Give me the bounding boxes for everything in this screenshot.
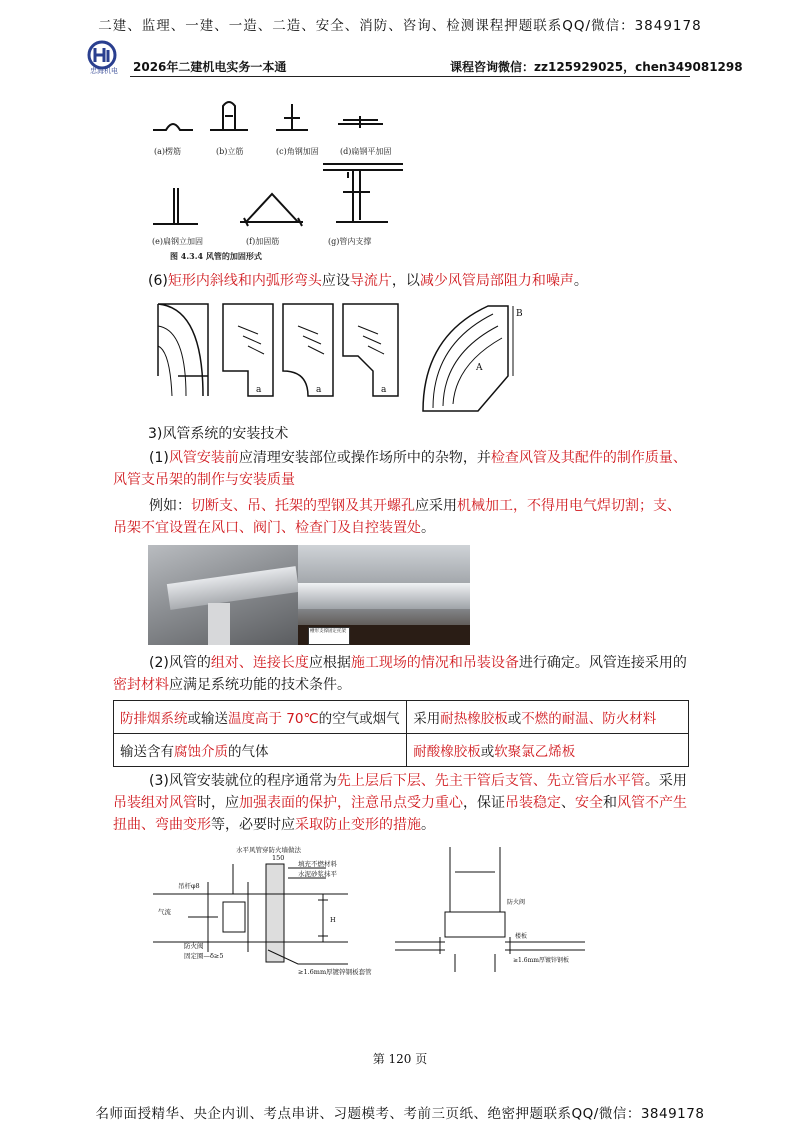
fig-label-g: (g)管内支撑 [328,237,372,246]
drawing1-plate: ≥1.6mm厚镀锌钢板套管 [298,968,372,976]
para-pre-install: (1)风管安装前应清理安装部位或操作场所中的杂物，并检查风管及其配件的制作质量、风管支吊架的制作与安装质量 [113,450,687,488]
elbow-dim-B: B [516,309,523,319]
table-row [114,701,689,734]
bottom-banner: 名师面授精华、央企内训、考点串讲、习题模考、考前三页纸、绝密押题联系QQ/微信：3849178 [95,1106,705,1122]
header-divider [130,76,690,77]
para-assembly: (2)风管的组对、连接长度应根据施工现场的情况和吊装设备进行确定。风管连接采用的密封材料应满足系统功能的技术条件。 [113,655,687,693]
table-cell: 耐酸橡胶板或软聚氯乙烯板 [407,734,689,767]
top-banner: 二建、监理、一建、一造、二造、安全、消防、咨询、检测课程押题联系QQ/微信：3849178 [98,18,702,34]
fig-caption: 图 4.3.4 风管的加固形式 [170,251,262,261]
elbow-dim-a1: a [256,385,262,395]
para-example: 例如：切断支、吊、托架的型钢及其开螺孔应采用机械加工，不得用电气焊切割；支、吊架不宜设置在风口、阀门、检查门及自控装置处。 [113,498,681,536]
drawing1-rod: 吊杆φ8 [178,882,200,890]
fig-label-d: (d)扁钢平加固 [340,147,392,156]
duct-photo-2 [298,545,470,645]
floor-duct-drawing [395,842,585,982]
photo-label: 槽形支撑固定托架 [308,627,350,645]
drawing1-fill: 填充不燃材料 [298,860,337,868]
elbow-dim-A: A [476,363,483,373]
contact-info: 课程咨询微信：zz125929025，chen349081298 [450,60,743,74]
logo-text: 忠海机电 [90,67,118,75]
drawing1-damper: 防火阀 [184,942,204,950]
elbow-dim-a2: a [316,385,322,395]
sealing-material-table [113,700,689,767]
elbow-guide-vane-figure [148,296,528,416]
table-cell: 输送含有腐蚀介质的气体 [114,734,407,767]
section-heading: 3)风管系统的安装技术 [148,426,289,442]
drawing1-mortar: 水泥砂浆抹平 [298,870,337,878]
drawing1-title: 水平风管穿防火墙做法 [236,846,301,854]
para-guide-vane: (6)矩形内斜线和内弧形弯头应设导流片，以减少风管局部阻力和噪声。 [148,273,588,289]
drawing1-h: H [330,916,336,924]
drawing2-floor: 楼板 [515,933,528,940]
para-install-sequence: (3)风管安装就位的程序通常为先上层后下层、先主干管后支管、先立管后水平管。采用吊装组对风管时，应加强表面的保护，注意吊点受力重心，保证吊装稳定、安全和风管不产生扭曲、弯曲变形等，必要时应采取防止变形的措施。 [113,773,687,833]
fig-label-f: (f)加固筋 [246,237,280,246]
fig-label-b: (b)立筋 [216,147,244,156]
drawing2-plate: ≥1.6mm厚镀锌钢板 [513,957,569,964]
fig-label-e: (e)扁钢立加固 [152,237,203,246]
duct-photo-1 [148,545,298,645]
fig-label-c: (c)角钢加固 [276,147,319,156]
drawing1-flow: 气流 [158,908,171,916]
duct-reinforcement-figure [148,92,418,262]
table-row [114,734,689,767]
table-cell: 采用耐热橡胶板或不燃的耐温、防火材料 [407,701,689,734]
page-number: 第 120 页 [372,1052,428,1066]
fire-wall-duct-drawing [148,842,388,982]
book-title: 2026年二建机电实务一本通 [133,60,287,74]
fig-label-a: (a)楞筋 [154,147,182,156]
elbow-dim-a3: a [381,385,387,395]
drawing1-fix: 固定圈—δ≥5 [184,952,224,960]
drawing1-dim: 150 [272,854,285,862]
table-cell: 防排烟系统或输送温度高于 70℃的空气或烟气 [114,701,407,734]
drawing2-damper: 防火阀 [507,899,526,906]
